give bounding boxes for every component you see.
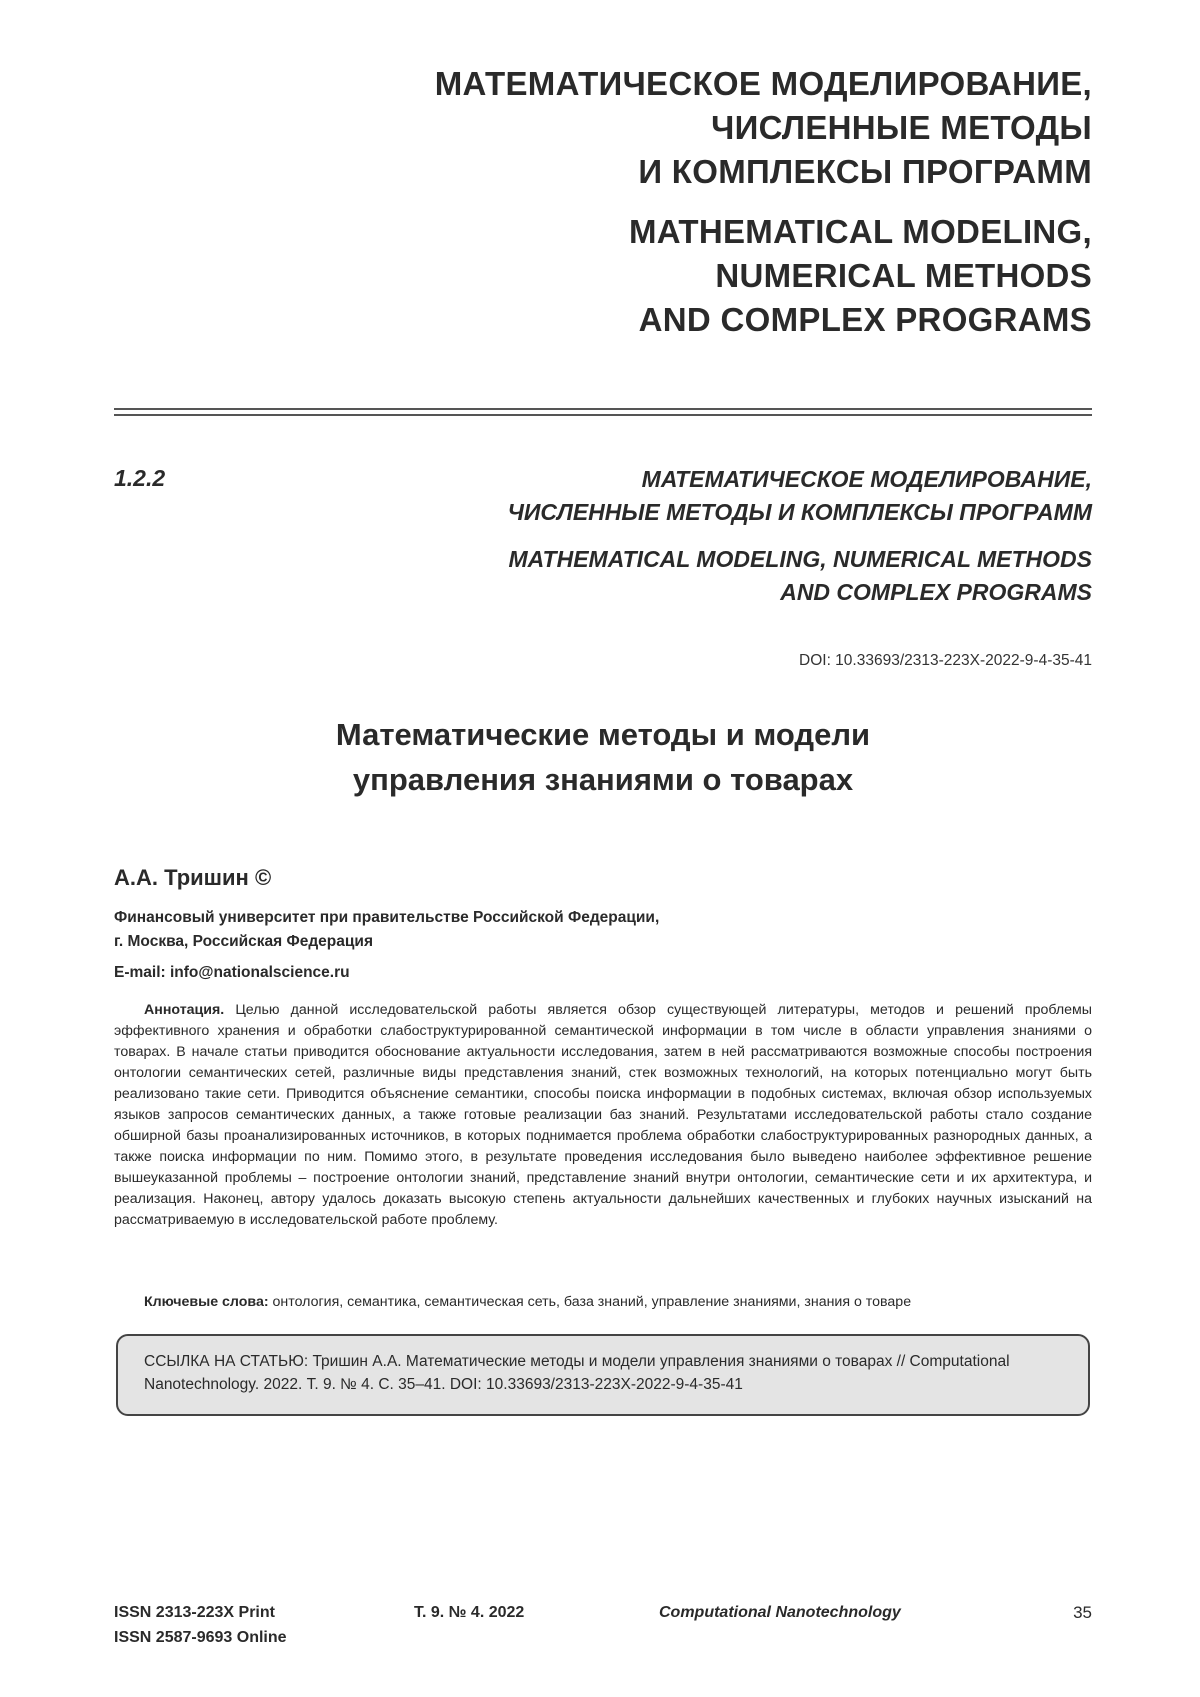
- keywords: [114, 1294, 1092, 1310]
- journal-name: Computational Nanotechnology: [659, 1604, 901, 1621]
- section-title-ru: [192, 62, 1092, 194]
- section-title-ru-line: ЧИСЛЕННЫЕ МЕТОДЫ: [711, 109, 1092, 146]
- section-title-en-line: AND COMPLEX PROGRAMS: [638, 301, 1092, 338]
- divider-line: [114, 414, 1092, 416]
- abstract: [114, 1000, 1092, 1231]
- affiliation-line: Финансовый университет при правительстве Российской Федерации,: [114, 909, 660, 926]
- article-title: [114, 712, 1092, 802]
- article-title-line: управления знаниями о товарах: [352, 762, 854, 797]
- author-name: А.А. Тришин ©: [114, 865, 272, 890]
- volume-issue: Т. 9. № 4. 2022: [414, 1604, 525, 1621]
- header-divider: [114, 408, 1092, 416]
- rubric-title-ru: [292, 463, 1092, 529]
- rubric-en-line: MATHEMATICAL MODELING, NUMERICAL METHODS: [508, 546, 1092, 572]
- section-title-en: [192, 210, 1092, 342]
- affiliation-line: г. Москва, Российская Федерация: [114, 933, 373, 950]
- rubric-code: 1.2.2: [114, 465, 166, 491]
- abstract-text: Целью данной исследовательской работы является обзор существующей литературы, методов и решений проблемы эффективного хранения и обработки слабоструктурированной семантической информации в том числе в области управления знаниями о товарах. В начале статьи приводится обоснование актуальности исследования, затем в ней рассматриваются возможные способы построения онтологии семантических сетей, различные виды представления знаний, стек возможных технологий, на которых потенциально могут быть реализовано такие сети. Приводится объяснение семантики, способы поиска информации в подобных системах, включая обзор используемых языков запросов семантических данных, а также готовые реализации баз знаний. Результатами исследовательской работы стало создание обширной базы проанализированных источников, в которых поднимается проблема обработки слабоструктурированных разнородных данных, а также поиска информации по ним. Помимо этого, в результате проведения исследования было выведено наиболее эффективное решение вышеуказанной проблемы – построение онтологии знаний, представление знаний внутри онтологии, семантические сети и их архитектура, и реализация. Наконец, автору удалось доказать высокую степень актуальности дальнейших качественных и глубоких научных изысканий на рассматриваемую в исследовательской работе проблему.: [114, 1002, 1092, 1228]
- section-title-en-line: MATHEMATICAL MODELING,: [628, 213, 1092, 250]
- rubric-ru-line: ЧИСЛЕННЫЕ МЕТОДЫ И КОМПЛЕКСЫ ПРОГРАММ: [507, 499, 1092, 525]
- page-footer: [114, 1600, 1092, 1650]
- doi-label: DOI: 10.33693/2313-223X-2022-9-4-35-41: [799, 652, 1092, 669]
- article-title-line: Математические методы и модели: [335, 717, 871, 752]
- section-title-ru-line: МАТЕМАТИЧЕСКОЕ МОДЕЛИРОВАНИЕ,: [434, 65, 1092, 102]
- rubric-title: [292, 463, 1092, 609]
- rubric-ru-line: МАТЕМАТИЧЕСКОЕ МОДЕЛИРОВАНИЕ,: [641, 466, 1092, 492]
- section-title-ru-line: И КОМПЛЕКСЫ ПРОГРАММ: [638, 153, 1092, 190]
- keywords-text: онтология, семантика, семантическая сеть, база знаний, управление знаниями, знания о товаре: [272, 1294, 912, 1310]
- citation-box: ССЫЛКА НА СТАТЬЮ: Тришин А.А. Математические методы и модели управления знаниями о товарах // Computational Nanotechnology. 2022. Т. 9. № 4. С. 35–41. DOI: 10.33693/2313-223X-2022-9-4-35-41: [116, 1334, 1090, 1416]
- rubric-title-en: [292, 543, 1092, 609]
- section-header: [192, 62, 1092, 342]
- affiliation: [114, 906, 659, 954]
- rubric-en-line: AND COMPLEX PROGRAMS: [780, 579, 1092, 605]
- issn-block: [114, 1600, 287, 1650]
- abstract-label: Аннотация.: [144, 1002, 225, 1018]
- issn-online: ISSN 2587-9693 Online: [114, 1629, 287, 1646]
- keywords-label: Ключевые слова:: [144, 1294, 269, 1310]
- issn-print: ISSN 2313-223X Print: [114, 1604, 275, 1621]
- page-number: 35: [1073, 1603, 1092, 1622]
- section-title-en-line: NUMERICAL METHODS: [715, 257, 1092, 294]
- author-email: E-mail: info@nationalscience.ru: [114, 964, 350, 981]
- divider-line: [114, 408, 1092, 410]
